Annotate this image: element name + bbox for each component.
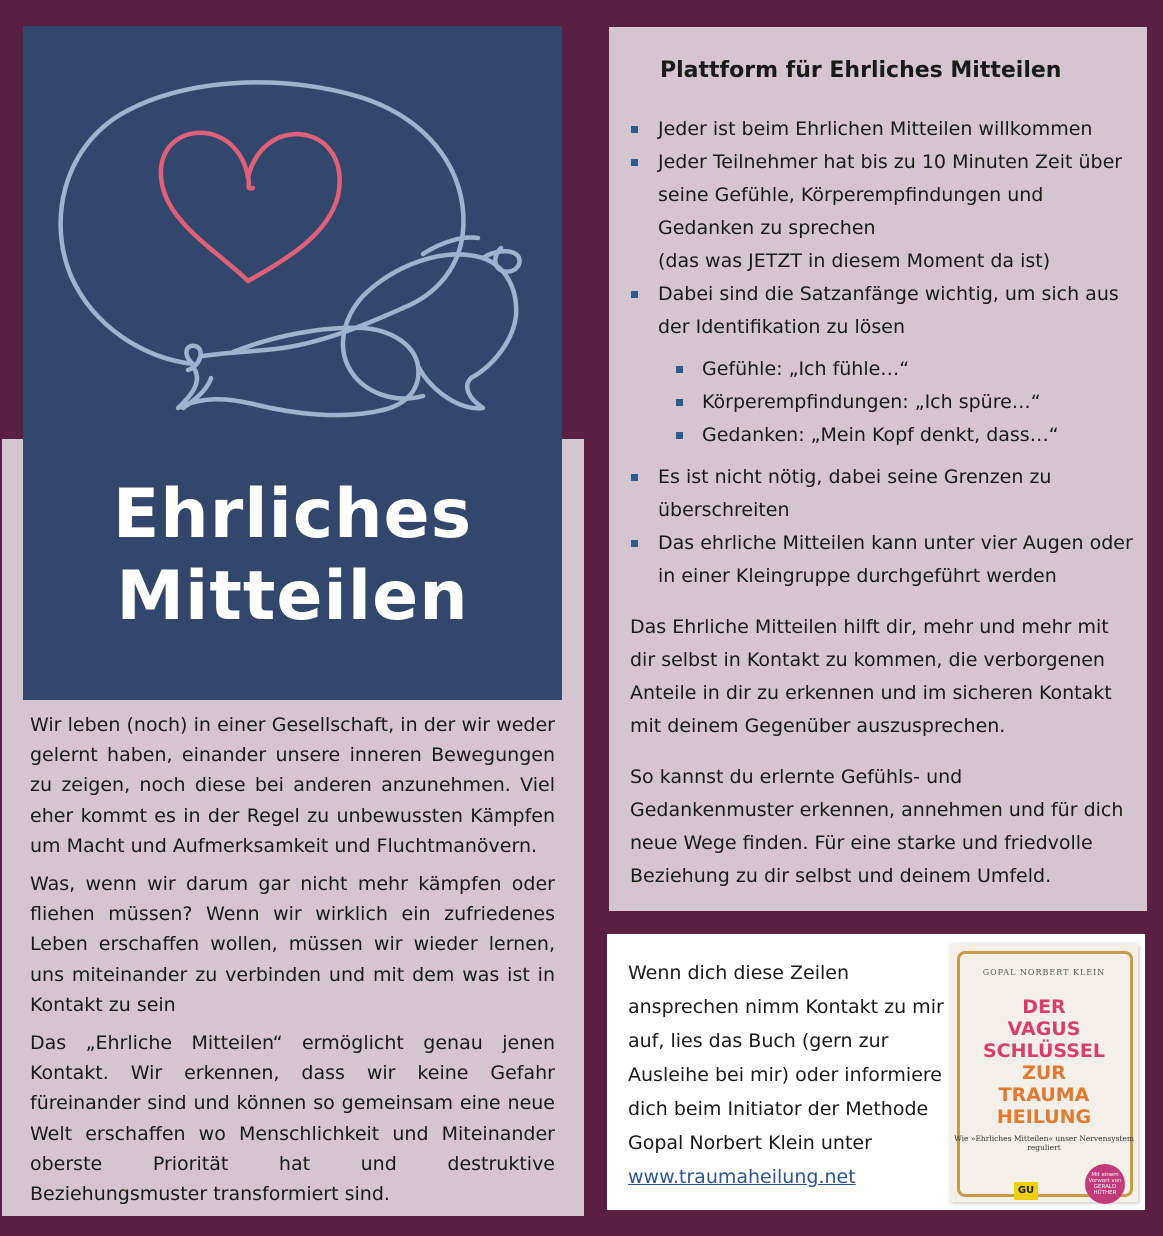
square-bullet-icon <box>676 399 683 406</box>
logo-box <box>23 26 562 700</box>
foreword-badge: Mit einem Vorwort von GERALD HÜTHER <box>1085 1164 1125 1204</box>
square-bullet-icon <box>676 366 683 373</box>
book-title: DER VAGUS SCHLÜSSEL ZUR TRAUMA HEILUNG <box>983 996 1105 1128</box>
heart-icon <box>161 133 340 281</box>
square-bullet-icon <box>631 159 638 166</box>
book-cover <box>950 944 1138 1202</box>
bullet-item: Das ehrliche Mitteilen kann unter vier Augen oder in einer Kleingruppe durchgeführt werden <box>609 527 1139 593</box>
book-subtitle: Wie »Ehrliches Mitteilen« unser Nervensystem reguliert <box>954 1134 1134 1152</box>
intro-paragraph: Wir leben (noch) in einer Gesellschaft, in der wir weder gelernt haben, einander unsere inneren Bewegungen zu zeigen, noch diese bei anderen anzunehmen. Viel eher kommt es in der Regel zu unbewussten Kämpfen um Macht und Aufmerksamkeit und Fluchtmanövern. <box>30 714 555 857</box>
book-author: GOPAL NORBERT KLEIN <box>982 968 1106 977</box>
platform-bullet-list <box>609 113 1139 593</box>
platform-paragraph: So kannst du erlernte Gefühls- und Gedankenmuster erkennen, annehmen und für dich neue Wege finden. Für eine starke und friedvolle Beziehung zu dir selbst und deinem Umfeld. <box>630 766 1124 887</box>
website-link[interactable]: www.traumaheilung.net <box>628 1166 856 1188</box>
contact-text <box>628 956 948 1194</box>
contact-box <box>607 934 1145 1210</box>
sub-bullet-item: Körperempfindungen: „Ich spüre…“ <box>609 386 1139 419</box>
intro-text <box>30 710 555 1217</box>
bullet-item: Jeder ist beim Ehrlichen Mitteilen willkommen <box>609 113 1139 146</box>
intro-paragraph: Das „Ehrliche Mitteilen“ ermöglicht genau jenen Kontakt. Wir erkennen, dass wir keine Gefahr füreinander sind und können so gemeinsam eine neue Welt erschaffen wo Menschlichkeit und Miteinander oberste Priorität hat und destruktive Beziehungsmuster transformiert sind. <box>30 1032 555 1206</box>
square-bullet-icon <box>631 126 638 133</box>
square-bullet-icon <box>631 540 638 547</box>
platform-panel <box>609 27 1147 911</box>
logo-title-line2: Mitteilen <box>116 557 469 636</box>
square-bullet-icon <box>631 474 638 481</box>
publisher-logo: GU <box>1014 1182 1038 1200</box>
square-bullet-icon <box>631 291 638 298</box>
bullet-item: Dabei sind die Satzanfänge wichtig, um sich aus der Identifikation zu lösen <box>609 278 1139 344</box>
square-bullet-icon <box>676 432 683 439</box>
bullet-item: Jeder Teilnehmer hat bis zu 10 Minuten Zeit über seine Gefühle, Körperempfindungen und Gedanken zu sprechen (das was JETZT in diesem Moment da ist) <box>609 146 1139 278</box>
platform-title: Plattform für Ehrliches Mitteilen <box>660 58 1062 83</box>
sub-bullet-item: Gefühle: „Ich fühle…“ <box>609 353 1139 386</box>
bullet-item: Es ist nicht nötig, dabei seine Grenzen zu überschreiten <box>609 461 1139 527</box>
logo-title-line1: Ehrliches <box>112 475 473 554</box>
intro-paragraph: Was, wenn wir darum gar nicht mehr kämpfen oder fliehen müssen? Wenn wir wirklich ein zufriedenes Leben erschaffen wollen, müssen wir wieder lernen, uns miteinander zu verbinden und mit dem was ist in Kontakt zu sein <box>30 873 555 1016</box>
platform-paragraph: Das Ehrliche Mitteilen hilft dir, mehr und mehr mit dir selbst in Kontakt zu kommen, die verborgenen Anteile in dir zu erkennen und im sicheren Kontakt mit deinem Gegenüber auszusprechen. <box>630 616 1112 737</box>
contact-message: Wenn dich diese Zeilen ansprechen nimm Kontakt zu mir auf, lies das Buch (gern zur Ausleihe bei mir) oder informiere dich beim Initiator der Methode Gopal Norbert Klein unter <box>628 962 944 1154</box>
sub-bullet-item: Gedanken: „Mein Kopf denkt, dass…“ <box>609 419 1139 452</box>
